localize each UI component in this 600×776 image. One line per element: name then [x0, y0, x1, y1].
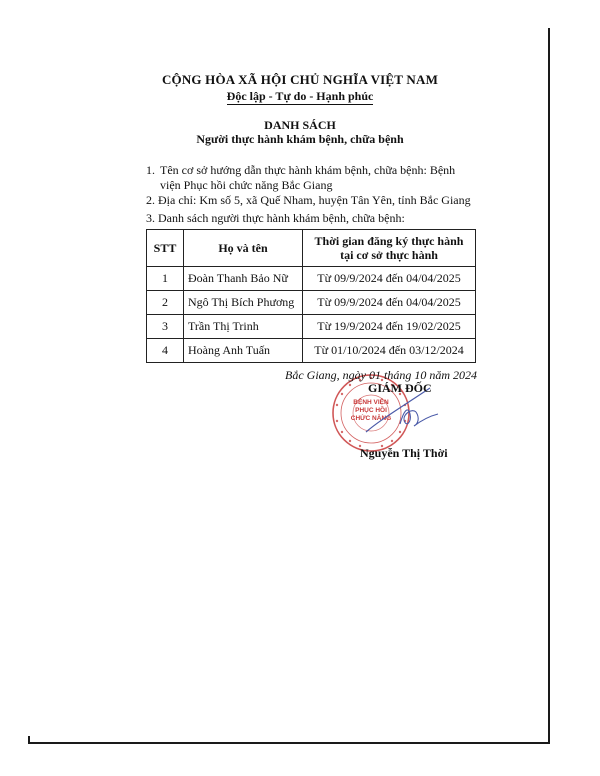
- table-header-row: [147, 230, 476, 267]
- document-title: DANH SÁCH: [264, 118, 336, 132]
- header-name: Họ và tên: [184, 230, 303, 267]
- cell-period: Từ 19/9/2024 đến 19/02/2025: [303, 315, 476, 339]
- motto-text: Độc lập - Tự do - Hạnh phúc: [226, 89, 374, 103]
- item-list-intro: 3. Danh sách người thực hành khám bệnh, chữa bệnh:: [146, 211, 405, 225]
- signer-title: GIÁM ĐỐC: [368, 381, 432, 395]
- stamp-line: CHỨC NĂNG: [350, 415, 392, 422]
- place-date: Bắc Giang, ngày 01 tháng 10 năm 2024: [285, 368, 477, 382]
- document-subtitle: Người thực hành khám bệnh, chữa bệnh: [196, 132, 404, 146]
- table-row: [147, 291, 476, 315]
- cell-stt: 3: [147, 315, 184, 339]
- cell-stt: 1: [147, 267, 184, 291]
- signer-name: Nguyễn Thị Thời: [360, 446, 448, 460]
- table-row: [147, 339, 476, 363]
- stamp-line: PHỤC HỒI: [355, 407, 387, 414]
- stamp-line: BỆNH VIỆN: [353, 399, 389, 406]
- cell-name: Hoàng Anh Tuấn: [184, 339, 303, 363]
- cell-name: Đoàn Thanh Bảo Nữ: [184, 267, 303, 291]
- table-row: [147, 267, 476, 291]
- cell-period: Từ 01/10/2024 đến 03/12/2024: [303, 339, 476, 363]
- country-name: CỘNG HÒA XÃ HỘI CHỦ NGHĨA VIỆT NAM: [161, 72, 439, 87]
- cell-period: Từ 09/9/2024 đến 04/04/2025: [303, 291, 476, 315]
- header-period: Thời gian đăng ký thực hành tại cơ sở thực hành: [303, 230, 476, 267]
- cell-period: Từ 09/9/2024 đến 04/04/2025: [303, 267, 476, 291]
- table-row: [147, 315, 476, 339]
- cell-name: Ngô Thị Bích Phương: [184, 291, 303, 315]
- item-facility: [146, 163, 466, 193]
- cell-stt: 4: [147, 339, 184, 363]
- item-address: 2. Địa chỉ: Km số 5, xã Quế Nham, huyện Tân Yên, tỉnh Bắc Giang: [146, 193, 471, 207]
- item-number: 1.: [146, 163, 155, 177]
- cell-stt: 2: [147, 291, 184, 315]
- item-text: Tên cơ sở hướng dẫn thực hành khám bệnh, chữa bệnh: Bệnh viện Phục hồi chức năng Bắc Giang: [160, 163, 456, 192]
- national-motto: [0, 89, 600, 104]
- header-stt: STT: [147, 230, 184, 267]
- cell-name: Trần Thị Trinh: [184, 315, 303, 339]
- practitioner-table: [146, 229, 476, 363]
- scan-border-left: [28, 736, 30, 744]
- scan-border-bottom: [28, 742, 550, 744]
